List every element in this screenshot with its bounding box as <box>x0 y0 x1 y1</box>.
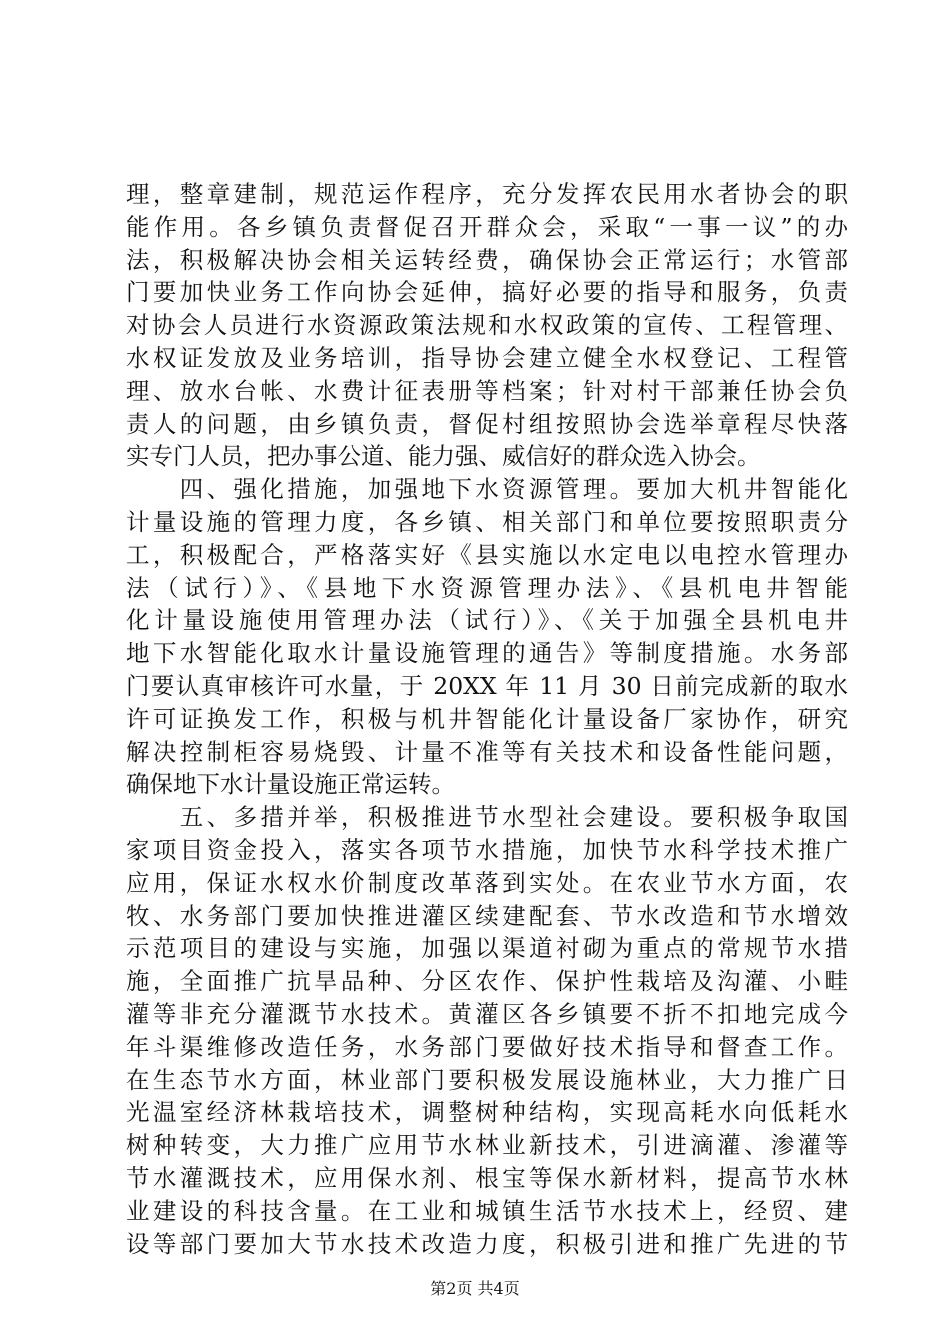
text-line: 门要认真审核许可水量，于 20XX 年 11 月 30 日前完成新的取水 <box>126 671 848 700</box>
text-line: 门要加快业务工作向协会延伸，搞好必要的指导和服务，负责 <box>126 278 848 307</box>
text-line: 光温室经济林栽培技术，调整树种结构，实现高耗水向低耗水 <box>126 1098 848 1127</box>
text-line: 解决控制柜容易烧毁、计量不准等有关技术和设备性能问题， <box>126 737 848 766</box>
text-line: 工，积极配合，严格落实好《县实施以水定电以电控水管理办 <box>126 540 848 569</box>
text-line: 法（试行）》、《县地下水资源管理办法》、《县机电井智能 <box>126 573 848 602</box>
text-line: 应用，保证水权水价制度改革落到实处。在农业节水方面，农 <box>126 868 848 897</box>
text-line: 五、多措并举，积极推进节水型社会建设。要积极争取国 <box>126 803 848 832</box>
body-text <box>126 178 848 1260</box>
text-line: 实专门人员，把办事公道、能力强、威信好的群众选入协会。 <box>126 442 761 471</box>
text-line: 牧、水务部门要加快推进灌区续建配套、节水改造和节水增效 <box>126 901 848 930</box>
text-line: 化计量设施使用管理办法（试行）》、《关于加强全县机电井 <box>126 606 848 635</box>
text-line: 示范项目的建设与实施，加强以渠道衬砌为重点的常规节水措 <box>126 934 848 963</box>
text-line: 理，整章建制，规范运作程序，充分发挥农民用水者协会的职 <box>126 180 848 208</box>
text-line: 在生态节水方面，林业部门要积极发展设施林业，大力推广日 <box>126 1065 848 1094</box>
text-line: 理、放水台帐、水费计征表册等档案；针对村干部兼任协会负 <box>126 376 848 405</box>
page-number-footer: 第2页 共4页 <box>430 1279 520 1298</box>
text-line: 年斗渠维修改造任务，水务部门要做好技术指导和督查工作。 <box>126 1032 848 1061</box>
text-line: 确保地下水计量设施正常运转。 <box>126 770 455 799</box>
text-line: 施，全面推广抗旱品种、分区农作、保护性栽培及沟灌、小畦 <box>126 967 848 996</box>
text-line: 设等部门要加大节水技术改造力度，积极引进和推广先进的节 <box>126 1229 848 1258</box>
text-line: 责人的问题，由乡镇负责，督促村组按照协会选举章程尽快落 <box>126 409 848 438</box>
text-line: 灌等非充分灌溉节水技术。黄灌区各乡镇要不折不扣地完成今 <box>126 999 848 1028</box>
text-line: 计量设施的管理力度，各乡镇、相关部门和单位要按照职责分 <box>126 507 848 536</box>
text-line: 家项目资金投入，落实各项节水措施，加快节水科学技术推广 <box>126 835 848 864</box>
text-line: 业建设的科技含量。在工业和城镇生活节水技术上，经贸、建 <box>126 1196 848 1225</box>
text-line: 法，积极解决协会相关运转经费，确保协会正常运行；水管部 <box>126 245 848 274</box>
text-line: 四、强化措施，加强地下水资源管理。要加大机井智能化 <box>126 475 848 504</box>
text-line: 树种转变，大力推广应用节水林业新技术，引进滴灌、渗灌等 <box>126 1131 848 1160</box>
text-line: 许可证换发工作，积极与机井智能化计量设备厂家协作，研究 <box>126 704 848 733</box>
text-line: 节水灌溉技术，应用保水剂、根宝等保水新材料，提高节水林 <box>126 1163 848 1192</box>
text-line: 能作用。各乡镇负责督促召开群众会，采取“一事一议”的办 <box>126 212 848 241</box>
text-line: 地下水智能化取水计量设施管理的通告》等制度措施。水务部 <box>126 639 848 668</box>
text-line: 水权证发放及业务培训，指导协会建立健全水权登记、工程管 <box>126 343 848 372</box>
text-line: 对协会人员进行水资源政策法规和水权政策的宣传、工程管理、 <box>126 311 848 340</box>
